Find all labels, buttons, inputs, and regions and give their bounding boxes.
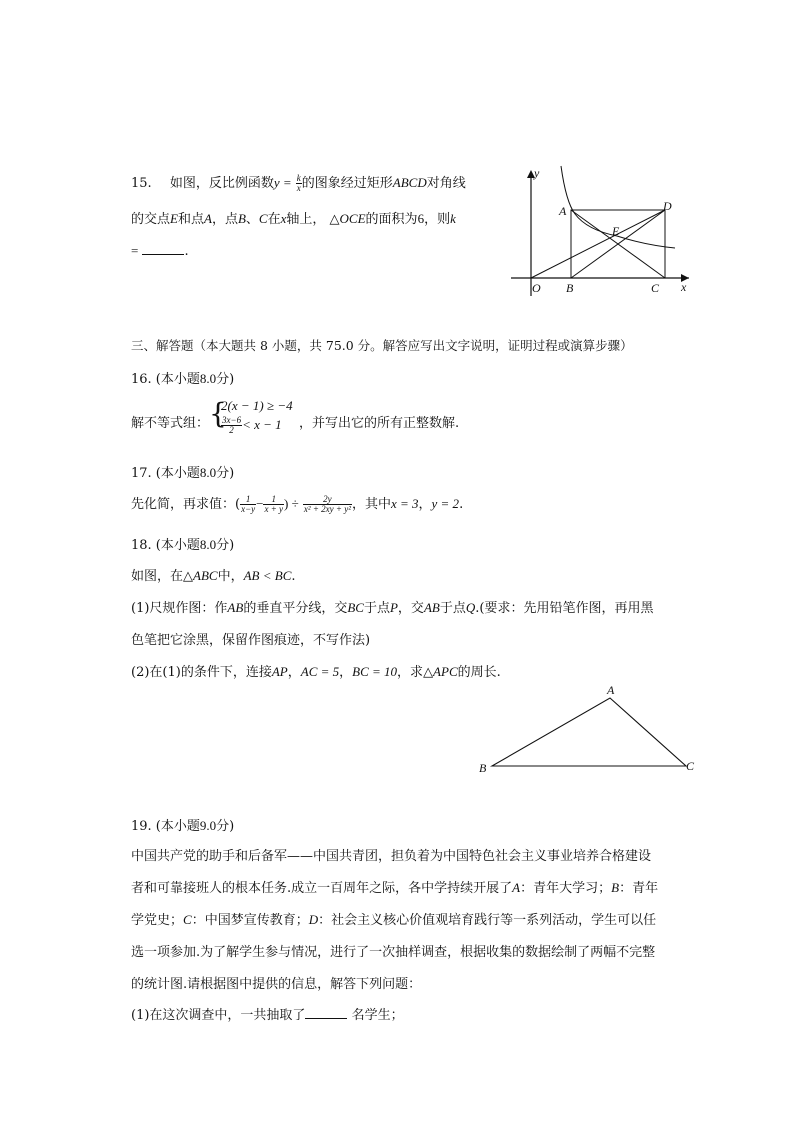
q19-part1: (1)在这次调查中，一共抽取了 名学生； (131, 1008, 404, 1023)
fig-label-E: E (612, 224, 620, 238)
q18-line1: 如图，在△ABC中，AB < BC. (131, 568, 296, 584)
answer-blank[interactable] (142, 242, 184, 255)
q19-line1: 中国共产党的助手和后备军——中国共青团，担负着为中国特色社会主义事业培养合格建设 (131, 849, 652, 864)
q17-body: 先化简，再求值：( $\frac{1}{x-y}$ − $\frac{1}{x + y}$ ) ÷ $\frac{2y}{\text{x² + 2xy + y²}}$ ，其中x = 3，y = 2. (131, 494, 464, 514)
tri-label-B: B (479, 761, 487, 775)
tri-label-A: A (607, 683, 615, 697)
q16-header: 16. (本小题8.0分) (131, 371, 235, 387)
fig-label-C: C (651, 281, 660, 295)
fig-label-x: x (681, 280, 687, 294)
fig-label-y: y (534, 166, 540, 180)
q18-part2: (2)在(1)的条件下，连接AP，AC = 5，BC = 10，求△APC的周长. (131, 664, 501, 680)
q19-line4: 选一项参加.为了解学生参与情况，进行了一次抽样调查，根据收集的数据绘制了两幅不完整 (131, 945, 656, 960)
fig-label-D: D (663, 199, 672, 213)
q19-line3: 学党史；C：中国梦宣传教育；D：社会主义核心价值观培育践行等一系列活动，学生可以任 (131, 912, 657, 928)
k-over-x-fraction: $\frac{k}{x}$ (296, 173, 301, 193)
q18-header: 18. (本小题8.0分) (131, 537, 235, 553)
q15-figure (505, 160, 705, 300)
section-3-header: 三、解答题（本大题共 8 小题，共 75.0 分。解答应写出文字说明，证明过程或演算步骤） (131, 338, 633, 353)
inequality-2-fraction: $\frac{3x-6}{2}$ (222, 415, 242, 435)
fig-label-O: O (532, 281, 541, 295)
q19-line2: 者和可靠接班人的根本任务.成立一百周年之际，各中学持续开展了A：青年大学习；B：青年 (131, 880, 659, 896)
q19-line5: 的统计图.请根据图中提供的信息，解答下列问题： (131, 977, 422, 992)
fig-label-B: B (566, 281, 574, 295)
q18-part1-line2: 色笔把它涂黑，保留作图痕迹，不写作法) (131, 633, 371, 648)
q19-header: 19. (本小题9.0分) (131, 818, 235, 834)
answer-blank[interactable] (305, 1006, 347, 1019)
tri-label-C: C (686, 759, 695, 773)
q15-line2: 的交点E和点A，点B、C在x轴上， △OCE的面积为6，则k (131, 211, 456, 227)
q18-part1-line1: (1)尺规作图：作AB的垂直平分线，交BC于点P，交AB于点Q.(要求：先用铅笔作图，再用黑 (131, 600, 654, 616)
q15-number: 15. (131, 176, 152, 191)
q15-line1: 15. 如图，反比例函数y = $\frac{k}{x}$ 的图象经过矩形ABCD对角线 (131, 173, 466, 193)
q17-header: 17. (本小题8.0分) (131, 465, 235, 481)
q15-line3: = . (131, 243, 189, 259)
fig-label-A: A (559, 204, 567, 218)
inequality-1: 2(x − 1) ≥ −4 (221, 398, 293, 413)
q18-triangle-figure (470, 680, 710, 780)
